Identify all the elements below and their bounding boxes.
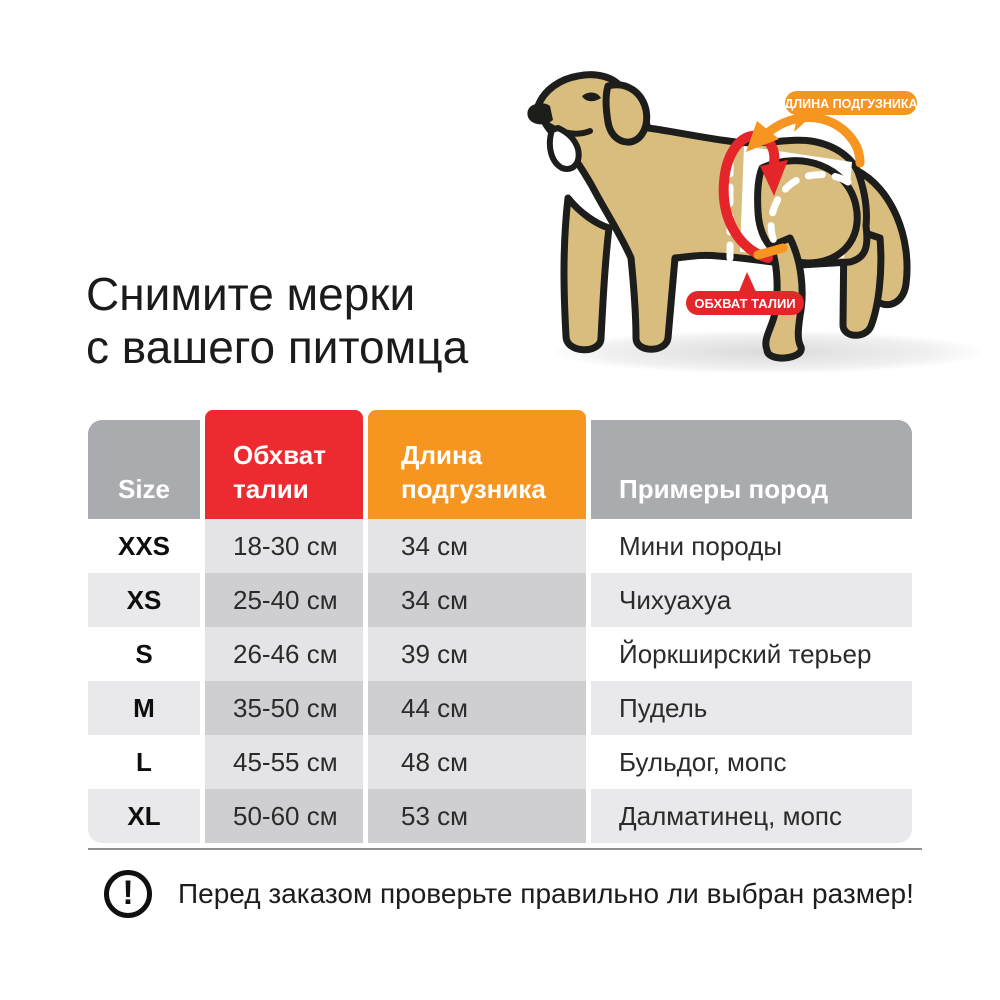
warning-text: Перед заказом проверьте правильно ли выбран размер! bbox=[178, 878, 914, 909]
dog-front-leg-near bbox=[564, 198, 609, 350]
cell-size: XL bbox=[88, 789, 200, 843]
table-row bbox=[88, 735, 912, 789]
page-title-line2: с вашего питомца bbox=[86, 321, 469, 373]
cell-breeds: Йоркширский терьер bbox=[591, 627, 912, 681]
cell-breeds: Далматинец, мопс bbox=[591, 789, 912, 843]
cell-waist: 35-50 см bbox=[205, 681, 363, 735]
cell-size: XS bbox=[88, 573, 200, 627]
waist-badge-tail bbox=[738, 272, 757, 294]
cell-size: M bbox=[88, 681, 200, 735]
dog-measurement-svg bbox=[500, 0, 1000, 400]
table-row bbox=[88, 627, 912, 681]
cell-length: 34 см bbox=[368, 519, 586, 573]
cell-breeds: Мини породы bbox=[591, 519, 912, 573]
cell-length: 48 см bbox=[368, 735, 586, 789]
header-cell-waist: Обхват талии bbox=[205, 410, 363, 519]
cell-length: 53 см bbox=[368, 789, 586, 843]
warning-note bbox=[104, 868, 924, 920]
header-cell-length: Длина подгузника bbox=[368, 410, 586, 519]
cell-length: 34 см bbox=[368, 573, 586, 627]
cell-size: XXS bbox=[88, 519, 200, 573]
page-title-line1: Снимите мерки bbox=[86, 268, 416, 320]
cell-breeds: Бульдог, мопс bbox=[591, 735, 912, 789]
table-row bbox=[88, 519, 912, 573]
cell-breeds: Пудель bbox=[591, 681, 912, 735]
exclamation-circle-icon: ! bbox=[104, 870, 152, 918]
page-title bbox=[86, 268, 468, 374]
cell-size: S bbox=[88, 627, 200, 681]
cell-length: 44 см bbox=[368, 681, 586, 735]
cell-waist: 50-60 см bbox=[205, 789, 363, 843]
cell-waist: 18-30 см bbox=[205, 519, 363, 573]
cell-waist: 45-55 см bbox=[205, 735, 363, 789]
dog-illustration bbox=[500, 0, 1000, 400]
table-row bbox=[88, 573, 912, 627]
cell-length: 39 см bbox=[368, 627, 586, 681]
cell-breeds: Чихуахуа bbox=[591, 573, 912, 627]
diaper-length-badge-label: ДЛИНА ПОДГУЗНИКА bbox=[784, 97, 918, 111]
cell-waist: 25-40 см bbox=[205, 573, 363, 627]
table-header bbox=[88, 410, 912, 519]
dog-nose bbox=[527, 103, 553, 124]
table-row bbox=[88, 789, 912, 843]
cell-size: L bbox=[88, 735, 200, 789]
size-table bbox=[88, 410, 912, 843]
dog-ear bbox=[606, 85, 647, 142]
header-cell-breeds: Примеры пород bbox=[591, 420, 912, 519]
divider bbox=[88, 848, 922, 850]
cell-waist: 26-46 см bbox=[205, 627, 363, 681]
table-row bbox=[88, 681, 912, 735]
waist-badge-label: ОБХВАТ ТАЛИИ bbox=[694, 296, 796, 311]
header-cell-size: Size bbox=[88, 420, 200, 519]
